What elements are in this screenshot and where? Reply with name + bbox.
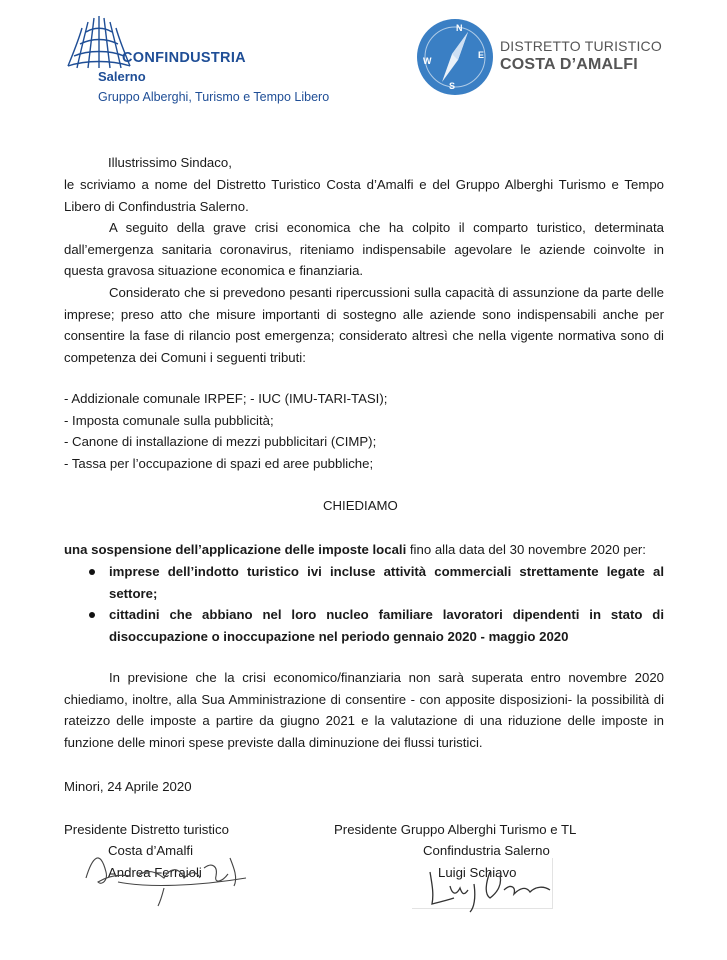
place-date: Minori, 24 Aprile 2020: [64, 779, 192, 794]
compass-letter-s: S: [449, 81, 456, 91]
compass-letter-n: N: [456, 23, 463, 33]
distretto-turistico-logo: [416, 18, 666, 98]
bullet-dot-1: [89, 569, 95, 575]
left-handwritten-signature-icon: [78, 838, 258, 908]
bullet-item-1: imprese dell’indotto turistico ivi incluse attività commerciali strettamente legate al settore;: [109, 564, 664, 601]
distretto-line1: DISTRETTO TURISTICO: [500, 38, 662, 54]
confindustria-org-name: CONFINDUSTRIA: [122, 50, 246, 66]
paragraph-request-extra: In previsione che la crisi economico/finanziaria non sarà superata entro novembre 2020 chiediamo, inoltre, alla Sua Amministrazione di consentire - con apposite disposizioni- la possibilità di rateizzo delle imposte a partire da giugno 2021 e la valutazione di una riduzione delle imposte in funzione delle minori spese previste dalla diminuzione dei flussi turistici.: [64, 670, 664, 750]
tax-item-3: - Canone di installazione di mezzi pubblicitari (CIMP);: [64, 434, 377, 449]
confindustria-logo: [64, 12, 354, 112]
paragraph-considerations: Considerato che si prevedono pesanti ripercussioni sulla capacità di assunzione da parte delle imprese; preso atto che misure importanti di sostegno alle aziende sono indispensabili anche per consentire la fase di rilancio post emergenza; considerato altresì che nella vigente normativa sono di competenza dei Comuni i seguenti tributi:: [64, 285, 664, 365]
right-signatory-title: Presidente Gruppo Alberghi Turismo e TL: [334, 822, 577, 837]
tax-item-4: - Tassa per l’occupazione di spazi ed aree pubbliche;: [64, 456, 374, 471]
left-signatory-name: Andrea Ferraioli: [108, 865, 202, 880]
right-signatory-subtitle: Confindustria Salerno: [423, 843, 550, 858]
left-signatory-subtitle: Costa d’Amalfi: [108, 843, 194, 858]
bullet-item-2: cittadini che abbiano nel loro nucleo familiare lavoratori dipendenti in stato di disoccupazione o inoccupazione nel periodo gennaio 2020 - maggio 2020: [109, 607, 664, 644]
request-rest-text: fino alla data del 30 novembre 2020 per:: [406, 542, 646, 557]
right-handwritten-signature-icon: [420, 864, 560, 914]
tax-item-2: - Imposta comunale sulla pubblicità;: [64, 413, 274, 428]
compass-letter-e: E: [478, 50, 485, 60]
bullet-dot-2: [89, 612, 95, 618]
request-heading: CHIEDIAMO: [323, 498, 398, 513]
paragraph-intro: le scriviamo a nome del Distretto Turistico Costa d’Amalfi e del Gruppo Alberghi Turismo e Tempo Libero di Confindustria Salerno.: [64, 177, 664, 214]
tax-item-1: - Addizionale comunale IRPEF; - IUC (IMU-TARI-TASI);: [64, 391, 388, 406]
salutation: Illustrissimo Sindaco,: [108, 155, 232, 170]
right-signatory-name: Luigi Schiavo: [438, 865, 517, 880]
distretto-line2: COSTA D’AMALFI: [500, 56, 638, 73]
confindustria-group: Gruppo Alberghi, Turismo e Tempo Libero: [98, 90, 330, 104]
request-sentence: [64, 539, 646, 561]
confindustria-city: Salerno: [98, 69, 146, 84]
request-bold-text: una sospensione dell’applicazione delle imposte locali: [64, 542, 407, 557]
paragraph-crisis: A seguito della grave crisi economica che ha colpito il comparto turistico, determinata dall’emergenza sanitaria coronavirus, riteniamo indispensabile agevolare le aziende coinvolte in questa gravosa situazione economica e finanziaria.: [64, 220, 664, 278]
left-signatory-title: Presidente Distretto turistico: [64, 822, 229, 837]
compass-letter-w: W: [423, 56, 432, 66]
